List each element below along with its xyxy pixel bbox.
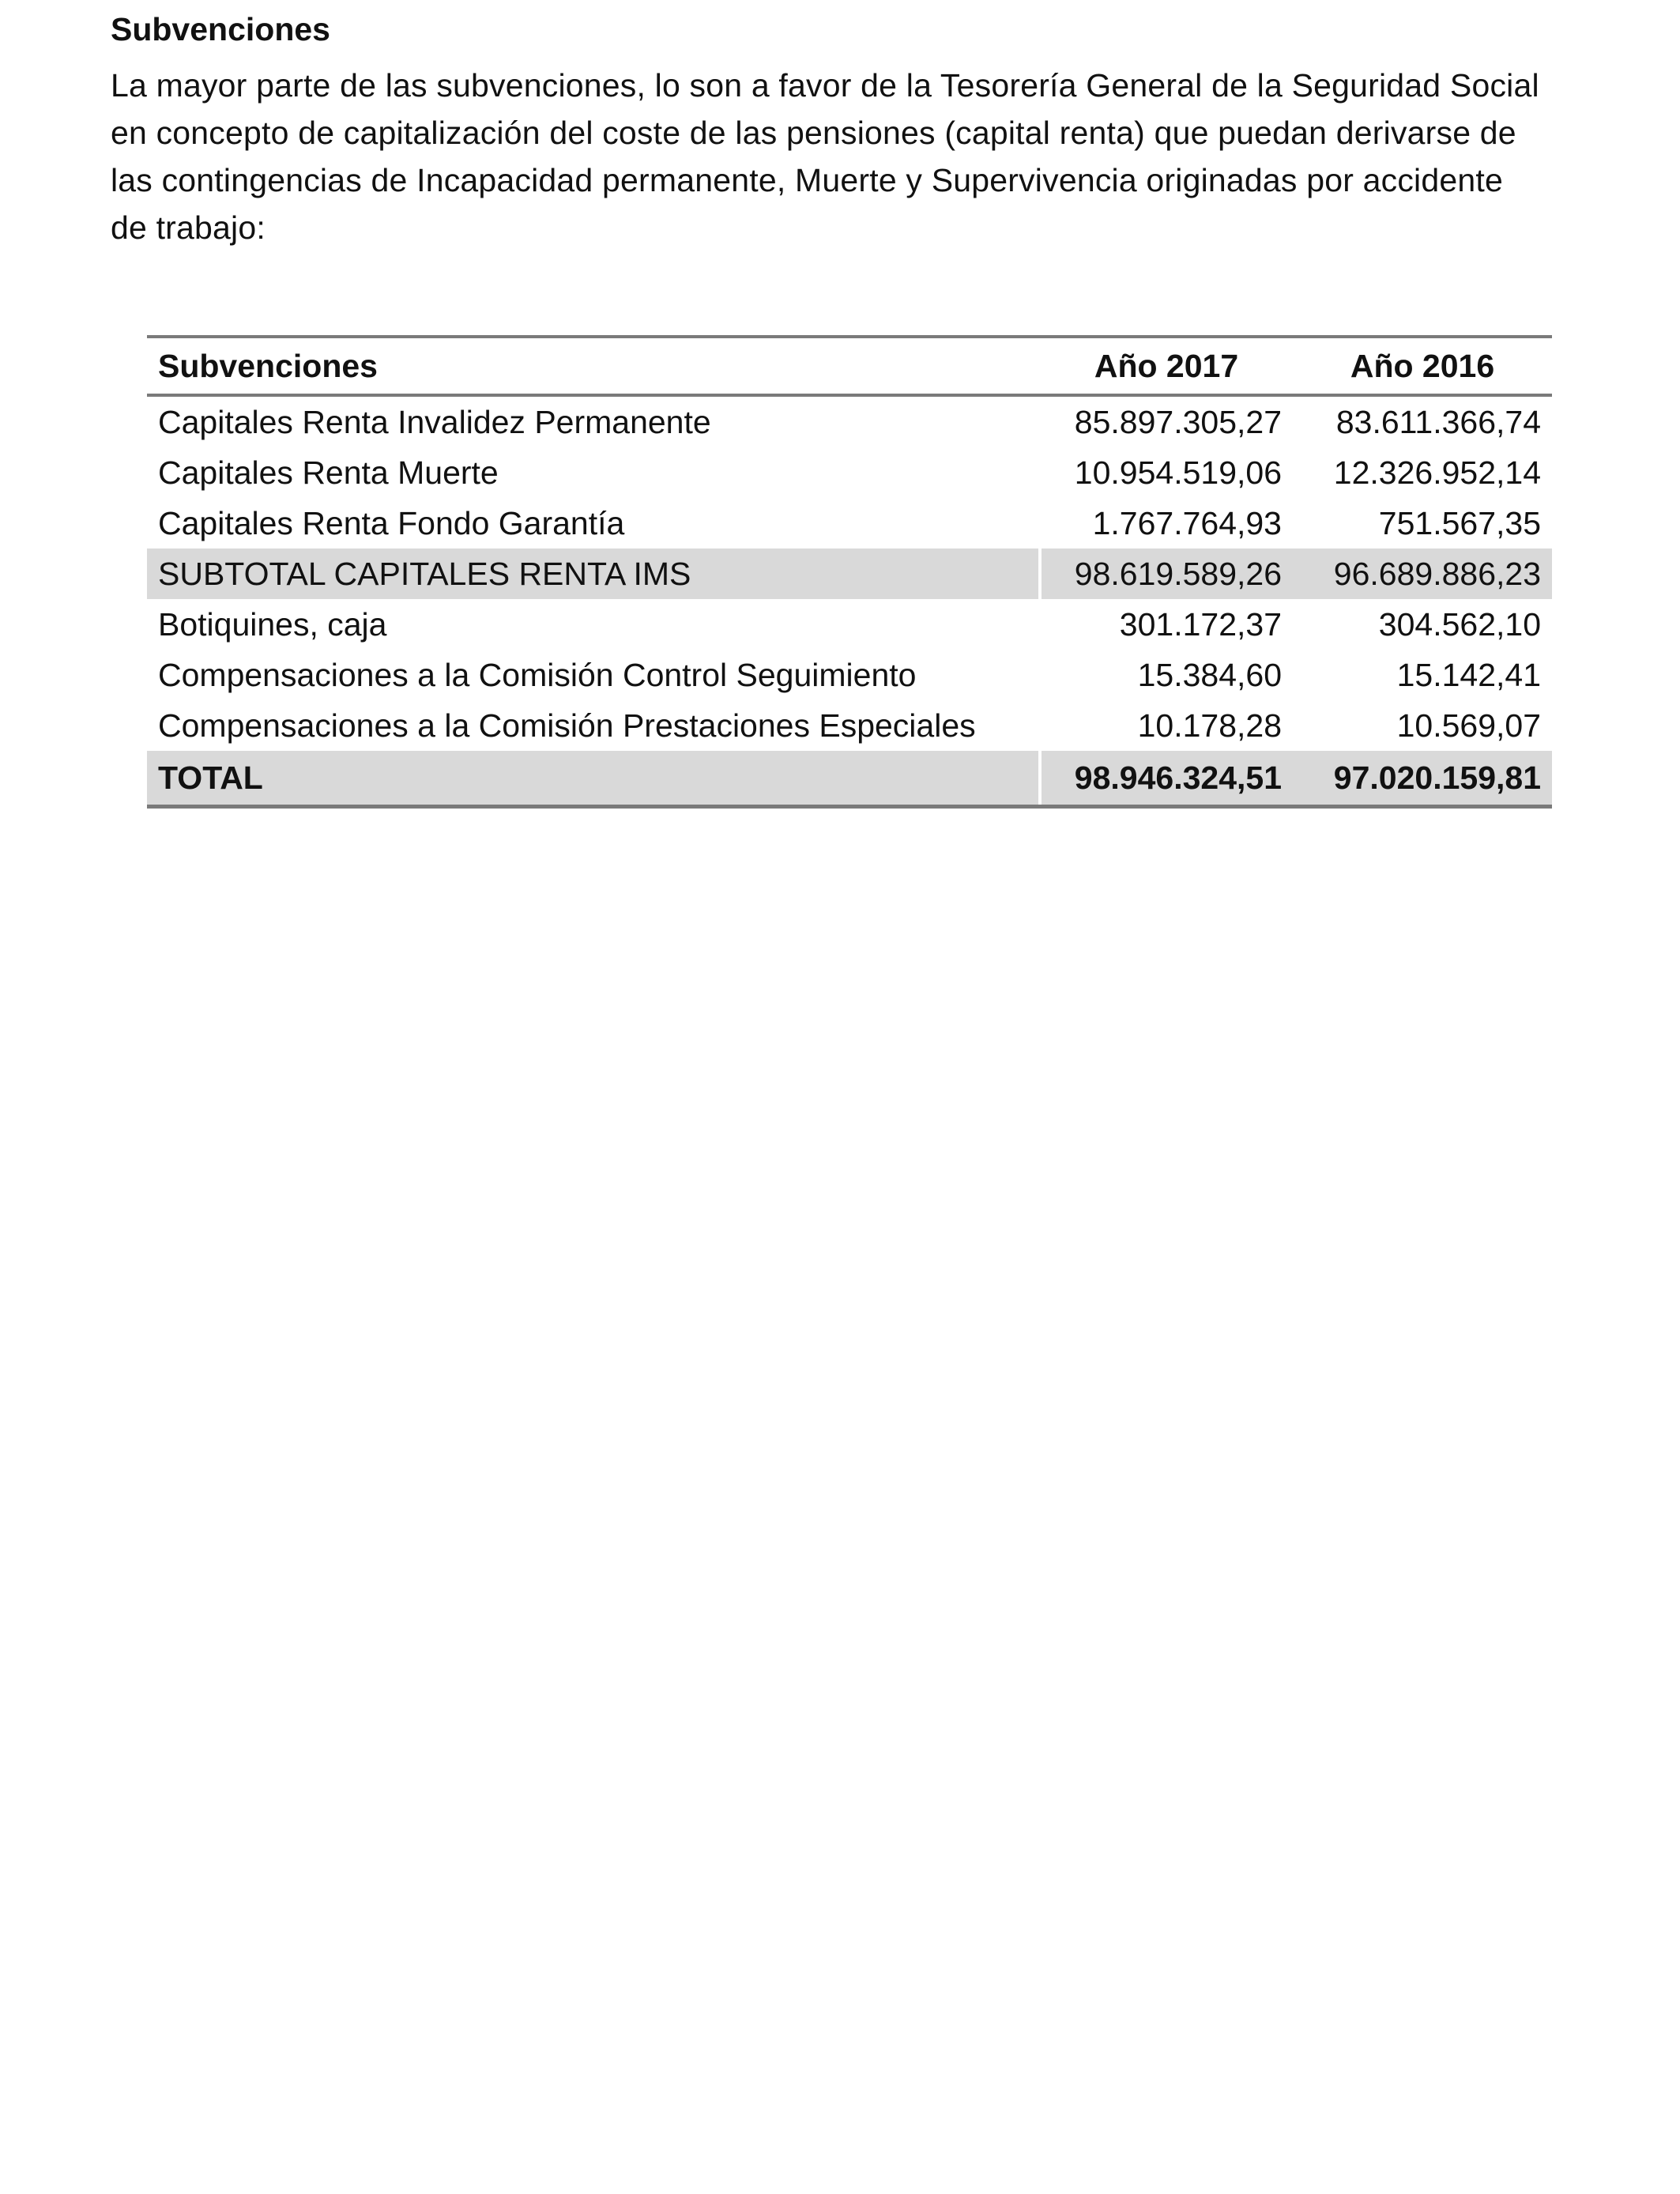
section-heading: Subvenciones: [111, 11, 330, 47]
table-row: [147, 395, 1552, 447]
value-2017: 10.178,28: [1137, 707, 1282, 744]
value-2016: 15.142,41: [1396, 656, 1541, 693]
value-2016: 83.611.366,74: [1335, 403, 1541, 440]
value-2016: 304.562,10: [1378, 605, 1541, 643]
value-2017: 15.384,60: [1137, 656, 1282, 693]
total-label: TOTAL: [147, 751, 1040, 807]
intro-line: La mayor parte de las subvenciones, lo son a favor de la Tesorería General de la Seguridad Social: [111, 67, 1539, 104]
header-concept: Subvenciones: [147, 337, 1040, 395]
value-2016: 10.569,07: [1396, 707, 1541, 744]
intro-line: de trabajo:: [111, 209, 266, 246]
total-2017: 98.946.324,51: [1040, 751, 1293, 807]
value-2016: 12.326.952,14: [1333, 454, 1541, 491]
row-label: Capitales Renta Invalidez Permanente: [158, 403, 711, 440]
row-label: Compensaciones a la Comisión Control Seguimiento: [158, 656, 917, 693]
subsidies-table: [147, 335, 1552, 809]
value-2016: 96.689.886,23: [1293, 548, 1552, 599]
row-label: Botiquines, caja: [158, 605, 387, 643]
value-2017: 98.619.589,26: [1040, 548, 1293, 599]
value-2017: 301.172,37: [1119, 605, 1282, 643]
table-row: [147, 447, 1552, 498]
subtotal-row: [147, 548, 1552, 599]
row-label: Compensaciones a la Comisión Prestaciones Especiales: [158, 707, 976, 744]
header-year-2016: Año 2016: [1293, 337, 1552, 395]
intro-line: en concepto de capitalización del coste de las pensiones (capital renta) que puedan derivarse de: [111, 115, 1516, 151]
row-label: Capitales Renta Fondo Garantía: [158, 504, 625, 541]
header-year-2017: Año 2017: [1040, 337, 1293, 395]
value-2017: 1.767.764,93: [1092, 504, 1282, 541]
value-2017: 10.954.519,06: [1074, 454, 1282, 491]
table-row: [147, 498, 1552, 548]
total-2016: 97.020.159,81: [1293, 751, 1552, 807]
row-label: Capitales Renta Muerte: [158, 454, 499, 491]
table-row: [147, 650, 1552, 700]
table-row: [147, 599, 1552, 650]
row-label: SUBTOTAL CAPITALES RENTA IMS: [147, 548, 1040, 599]
table-row: [147, 700, 1552, 751]
intro-line: las contingencias de Incapacidad permanente, Muerte y Supervivencia originadas por accidente: [111, 162, 1503, 198]
table-header-row: [147, 337, 1552, 395]
value-2016: 751.567,35: [1378, 504, 1541, 541]
value-2017: 85.897.305,27: [1074, 403, 1282, 440]
total-row: [147, 751, 1552, 807]
intro-paragraph: [111, 62, 1612, 251]
